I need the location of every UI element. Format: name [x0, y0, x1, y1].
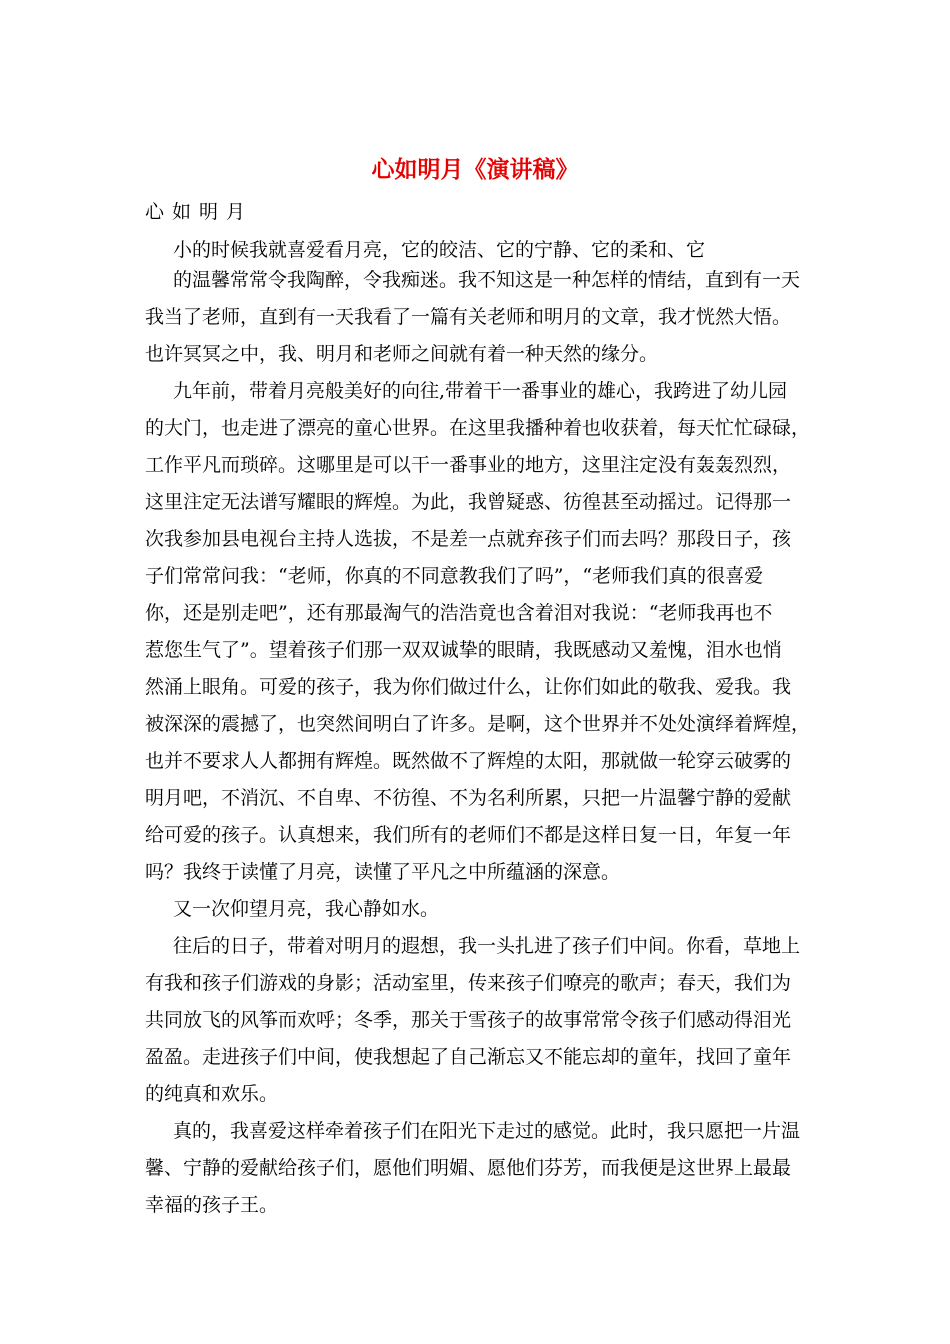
document-title: 心如明月《演讲稿》 — [371, 156, 579, 183]
paragraph-line: 盈盈。走进孩子们中间，使我想起了自己渐忘又不能忘却的童年，找回了童年 — [145, 1046, 792, 1068]
paragraph-line: 工作平凡而琐碎。这哪里是可以干一番事业的地方，这里注定没有轰轰烈烈， — [145, 454, 792, 476]
paragraph-line: 你，还是别走吧”，还有那最淘气的浩浩竟也含着泪对我说：“老师我再也不 — [145, 602, 773, 624]
paragraph-line: 九年前，带着月亮般美好的向往,带着干一番事业的雄心，我跨进了幼儿园 — [173, 380, 788, 402]
paragraph-line: 惹您生气了”。望着孩子们那一双双诚挚的眼睛，我既感动又羞愧，泪水也悄 — [145, 639, 782, 661]
paragraph-line: 的温馨常常令我陶醉，令我痴迷。我不知这是一种怎样的情结，直到有一天 — [173, 269, 801, 291]
paragraph-line: 的纯真和欢乐。 — [145, 1083, 279, 1105]
paragraph-line: 又一次仰望月亮，我心静如水。 — [173, 898, 440, 920]
paragraph-line: 明月吧，不消沉、不自卑、不彷徨、不为名利所累，只把一片温馨宁静的爱献 — [145, 787, 792, 809]
paragraph-line: 小的时候我就喜爱看月亮，它的皎洁、它的宁静、它的柔和、它 — [173, 239, 706, 261]
paragraph-line: 的大门，也走进了漂亮的童心世界。在这里我播种着也收获着，每天忙忙碌碌， — [145, 417, 811, 439]
paragraph-line: 子们常常问我：“老师，你真的不同意教我们了吗”，“老师我们真的很喜爱 — [145, 565, 764, 587]
paragraph-line: 往后的日子，带着对明月的遐想，我一头扎进了孩子们中间。你看，草地上 — [173, 935, 801, 957]
paragraph-line: 然涌上眼角。可爱的孩子，我为你们做过什么，让你们如此的敬我、爱我。我 — [145, 676, 792, 698]
paragraph-line: 我当了老师，直到有一天我看了一篇有关老师和明月的文章，我才恍然大悟。 — [145, 306, 792, 328]
paragraph-line: 真的，我喜爱这样牵着孩子们在阳光下走过的感觉。此时，我只愿把一片温 — [173, 1120, 801, 1142]
paragraph-line: 吗？我终于读懂了月亮，读懂了平凡之中所蕴涵的深意。 — [145, 861, 621, 883]
paragraph-line: 次我参加县电视台主持人选拔，不是差一点就弃孩子们而去吗？那段日子，孩 — [145, 528, 792, 550]
paragraph-line: 馨、宁静的爱献给孩子们，愿他们明媚、愿他们芬芳，而我便是这世界上最最 — [145, 1157, 792, 1179]
paragraph-line: 共同放飞的风筝而欢呼；冬季，那关于雪孩子的故事常常令孩子们感动得泪光 — [145, 1009, 792, 1031]
paragraph-line: 也许冥冥之中，我、明月和老师之间就有着一种天然的缘分。 — [145, 343, 659, 365]
paragraph-line: 幸福的孩子王。 — [145, 1194, 279, 1216]
paragraph-line: 有我和孩子们游戏的身影；活动室里，传来孩子们嘹亮的歌声；春天，我们为 — [145, 972, 792, 994]
paragraph-line: 也并不要求人人都拥有辉煌。既然做不了辉煌的太阳，那就做一轮穿云破雾的 — [145, 750, 792, 772]
document-subtitle: 心如明月 — [145, 201, 254, 223]
paragraph-line: 这里注定无法谱写耀眼的辉煌。为此，我曾疑惑、彷徨甚至动摇过。记得那一 — [145, 491, 792, 513]
paragraph-line: 被深深的震撼了，也突然间明白了许多。是啊，这个世界并不处处演绎着辉煌， — [145, 713, 811, 735]
paragraph-line: 给可爱的孩子。认真想来，我们所有的老师们不都是这样日复一日，年复一年 — [145, 824, 792, 846]
